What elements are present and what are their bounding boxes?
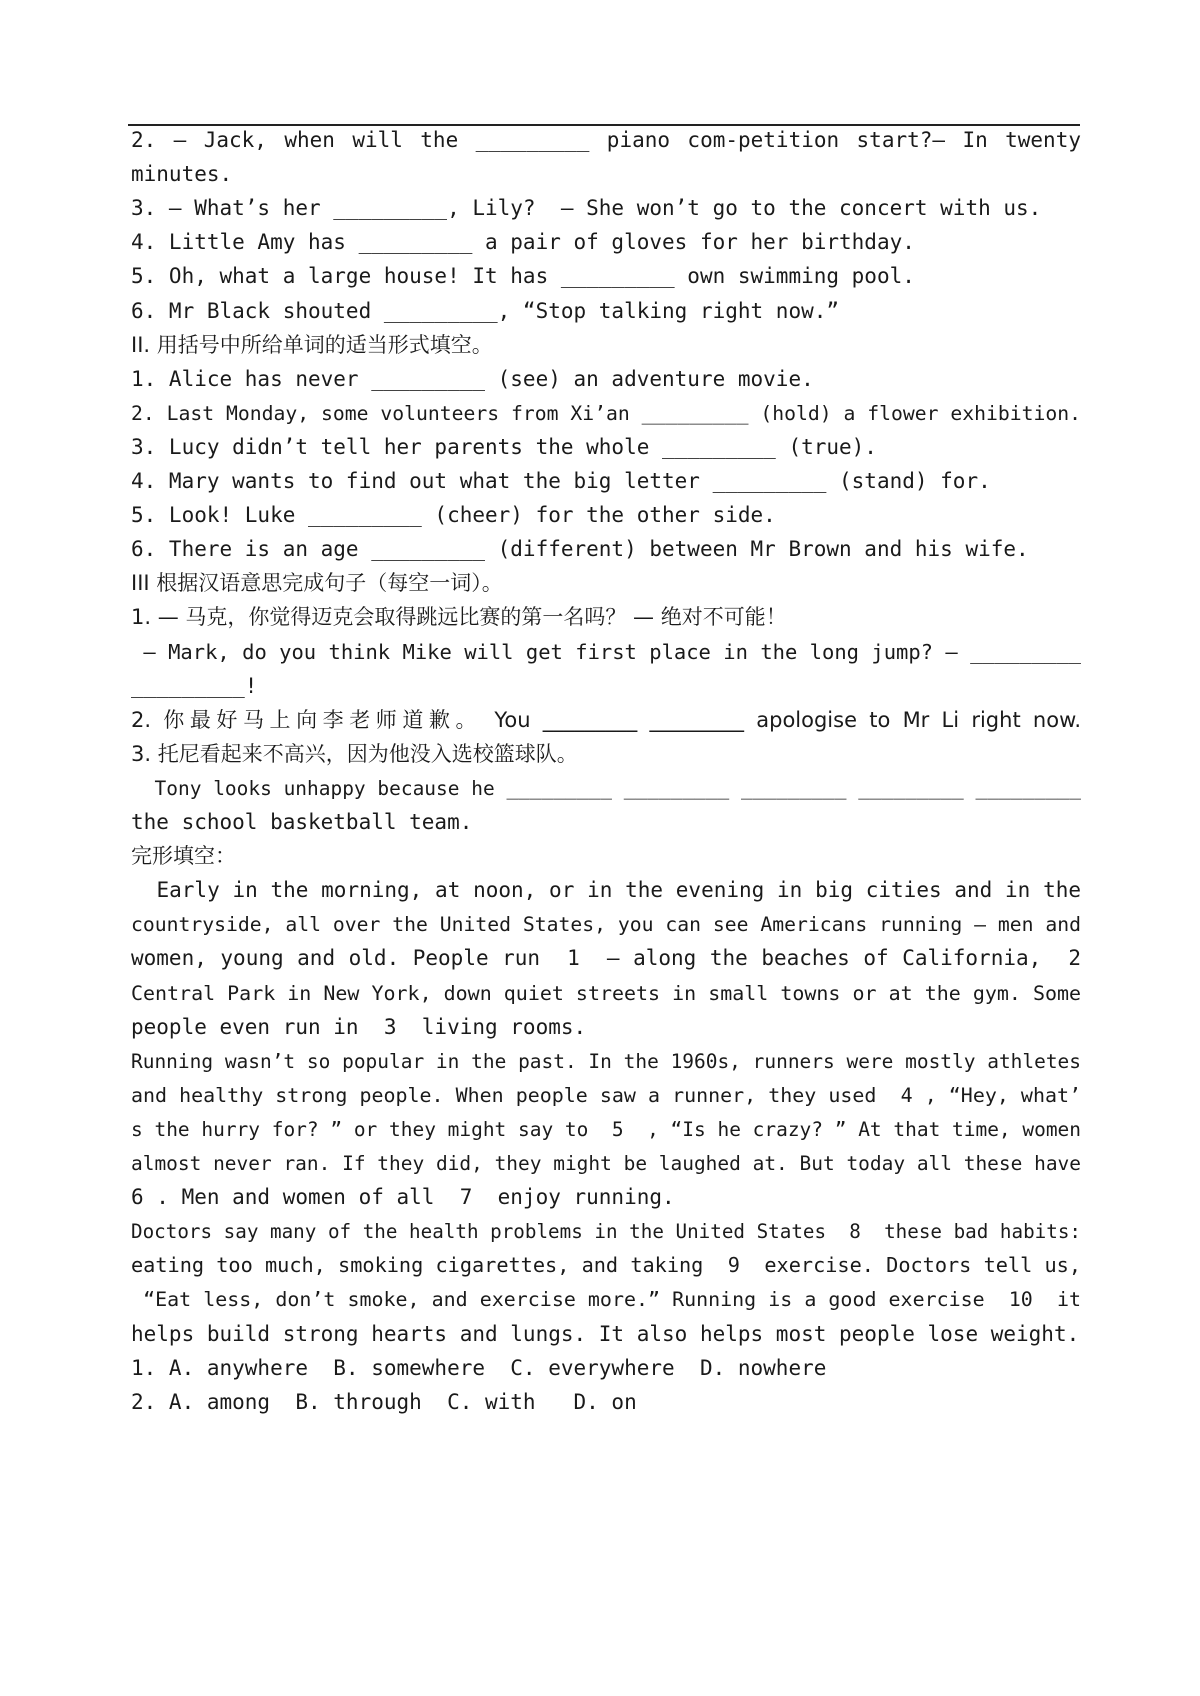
text-line: _________! — [131, 673, 258, 698]
text-line: 6. Mr Black shouted _________, “Stop talking right now.” — [131, 298, 840, 323]
text-line: 4. Mary wants to find out what the big letter _________ (stand) for. — [131, 469, 991, 493]
text-line: 1. A. anywhere B. somewhere C. everywhere D. nowhere — [131, 1355, 827, 1380]
text-line: II. 用括号中所给单词的适当形式填空。 — [131, 332, 493, 357]
text-line: 完形填空： — [131, 844, 236, 869]
text-line: 6. There is an age _________ (different) between Mr Brown and his wife. — [131, 537, 1029, 562]
text-line: eating too much, smoking cigarettes, and taking 9 exercise. Doctors tell us, — [131, 1253, 1081, 1278]
text-line: 3. Lucy didn’t tell her parents the whole _________ (true). — [131, 434, 877, 459]
text-line: people even run in 3 living rooms. — [131, 1014, 587, 1039]
text-line: Tony looks unhappy because he _________ _________ _________ _________ _________ — [131, 776, 1081, 800]
text-line: Central Park in New York, down quiet streets in small towns or at the gym. Some — [131, 980, 1081, 1005]
text-line: Early in the morning, at noon, or in the evening in big cities and in the — [131, 878, 1081, 903]
text-line: 5. Look! Luke _________ (cheer) for the other side. — [131, 503, 776, 528]
text-line: 5. Oh, what a large house! It has _________ own swimming pool. — [131, 264, 915, 289]
text-line: 3. — What’s her _________, Lily? — She won’t go to the concert with us. — [131, 196, 1042, 221]
text-line: III 根据汉语意思完成句子（每空一词）。 — [131, 571, 503, 596]
text-line: 1. — 马克，你觉得迈克会取得跳远比赛的第一名吗？ — 绝对不可能！ — [131, 605, 787, 630]
text-line: Doctors say many of the health problems in the United States 8 these bad habits: — [131, 1220, 1081, 1244]
text-line: countryside, all over the United States, you can see Americans running — men and — [131, 913, 1081, 937]
text-line: helps build strong hearts and lungs. It also helps most people lose weight. — [131, 1321, 1080, 1346]
text-line: — Mark, do you think Mike will get first place in the long jump? — _________ — [131, 639, 1081, 664]
text-line: 6 . Men and women of all 7 enjoy running. — [131, 1185, 675, 1210]
text-line: Running wasn’t so popular in the past. In the 1960s, runners were mostly athletes — [131, 1049, 1081, 1073]
text-line: 3. 托尼看起来不高兴，因为他没入选校篮球队。 — [131, 741, 578, 766]
text-line: 2. 你最好马上向李老师道歉。 You _________ _________ apologise to Mr Li right now. — [131, 707, 1081, 732]
text-line: 2. Last Monday, some volunteers from Xi’an _________ (hold) a flower exhibition. — [131, 401, 1081, 425]
text-line: minutes. — [131, 162, 233, 187]
text-line: s the hurry for? ” or they might say to 5 , “Is he crazy? ” At that time, women — [131, 1117, 1081, 1141]
text-line: 4. Little Amy has _________ a pair of gloves for her birthday. — [131, 230, 915, 255]
text-line: 2. — Jack, when will the _________ piano com-petition start?— In twenty — [131, 128, 1081, 152]
text-line: women, young and old. People run 1 — along the beaches of California, 2 — [131, 946, 1081, 971]
text-line: almost never ran. If they did, they might be laughed at. But today all these have — [131, 1152, 1081, 1175]
text-line: and healthy strong people. When people saw a runner, they used 4 , “Hey, what’ — [131, 1082, 1081, 1107]
text-line: the school basketball team. — [131, 810, 473, 834]
text-line: 2. A. among B. through C. with D. on — [131, 1389, 637, 1414]
text-line: “Eat less, don’t smoke, and exercise more.” Running is a good exercise 10 it — [131, 1287, 1081, 1312]
text-line: 1. Alice has never _________ (see) an adventure movie. — [131, 366, 814, 391]
